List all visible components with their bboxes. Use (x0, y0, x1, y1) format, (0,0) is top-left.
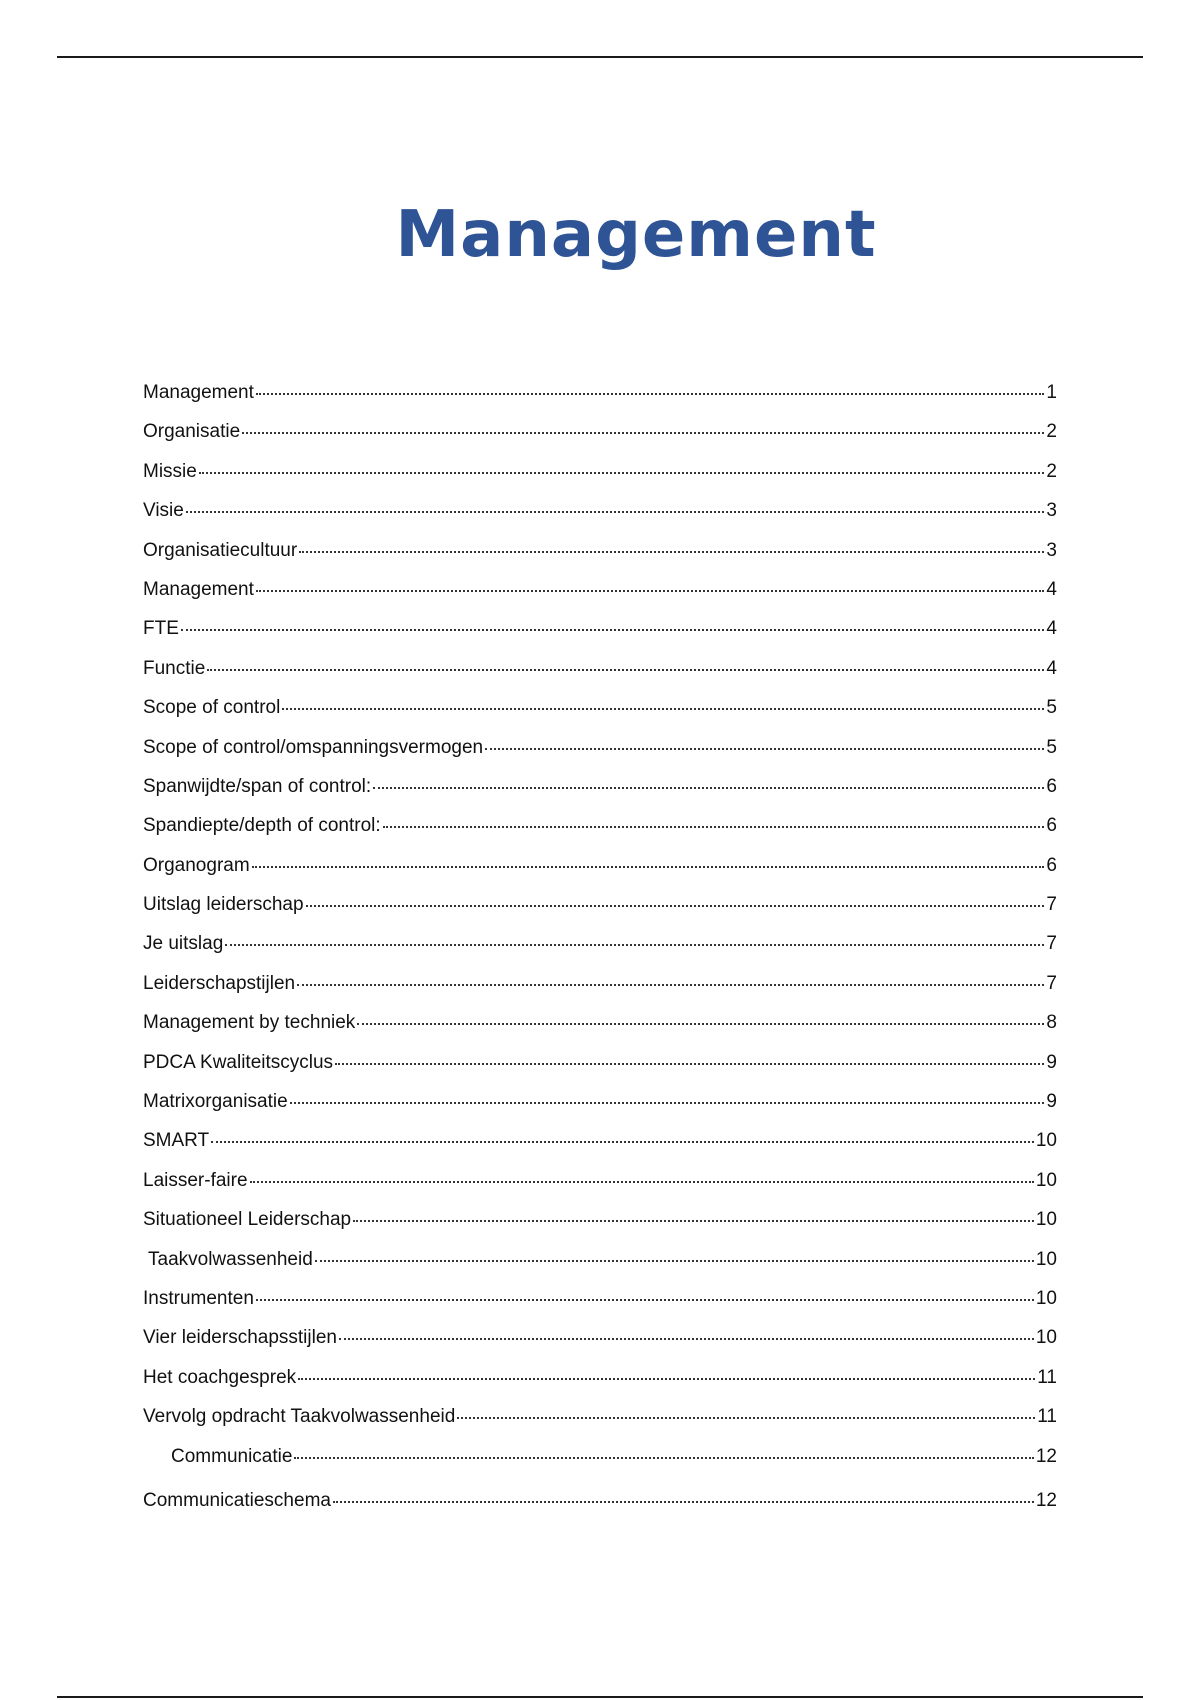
toc-entry-text: Communicatie (171, 1445, 293, 1467)
toc-entry-page: 7 (1046, 894, 1057, 916)
toc-entry-text: Scope of control/omspanningsvermogen (143, 736, 484, 758)
toc-entry-text: Management (143, 382, 254, 403)
toc-entry-text: Organogram (143, 854, 250, 876)
toc-leader (299, 551, 1044, 553)
toc-entry-page: 6 (1046, 854, 1057, 876)
toc-leader (207, 669, 1044, 671)
table-of-contents (143, 383, 1057, 1530)
toc-entry-text: Scope of control (143, 697, 281, 719)
toc-leader (333, 1501, 1034, 1503)
toc-entry-text: Missie (143, 460, 197, 482)
toc-entry[interactable] (143, 895, 1057, 934)
toc-leader (383, 826, 1045, 828)
toc-leader (242, 432, 1044, 434)
toc-entry-text: Uitslag leiderschap (143, 894, 304, 916)
toc-entry-page: 3 (1046, 500, 1057, 522)
toc-entry-page: 12 (1035, 1445, 1057, 1467)
toc-entry-page: 4 (1046, 618, 1057, 640)
toc-entry-page: 1 (1046, 382, 1057, 403)
toc-entry-page: 5 (1046, 697, 1057, 719)
toc-leader (256, 590, 1045, 592)
toc-leader (186, 511, 1045, 513)
toc-entry[interactable] (143, 1491, 1057, 1530)
toc-entry[interactable] (143, 698, 1057, 737)
toc-entry-text: Matrixorganisatie (143, 1091, 288, 1113)
toc-entry-page: 4 (1046, 657, 1057, 679)
toc-entry-page: 10 (1035, 1287, 1057, 1309)
toc-entry-page: 8 (1046, 1012, 1057, 1034)
document-title: Management (395, 197, 877, 272)
toc-entry[interactable] (143, 659, 1057, 698)
toc-entry-text: Het coachgesprek (143, 1366, 297, 1388)
toc-entry-text: Visie (143, 500, 184, 522)
toc-entry[interactable] (143, 1289, 1057, 1328)
toc-entry-page: 10 (1035, 1209, 1057, 1231)
toc-leader (225, 944, 1044, 946)
toc-entry-page: 2 (1046, 460, 1057, 482)
toc-leader (339, 1338, 1034, 1340)
toc-entry-text: Instrumenten (143, 1287, 254, 1309)
toc-leader (457, 1417, 1035, 1419)
toc-leader (290, 1102, 1045, 1104)
toc-leader (353, 1220, 1034, 1222)
toc-entry-page: 9 (1046, 1051, 1057, 1073)
toc-entry-page: 3 (1046, 539, 1057, 561)
toc-leader (306, 905, 1045, 907)
toc-entry[interactable] (143, 1328, 1057, 1367)
toc-entry-text: Je uitslag (143, 933, 224, 955)
toc-entry-text: Organisatiecultuur (143, 539, 298, 561)
toc-entry-page: 2 (1046, 421, 1057, 443)
toc-leader (211, 1141, 1034, 1143)
toc-entry-text: Laisser-faire (143, 1169, 248, 1191)
toc-entry-text: Functie (143, 657, 206, 679)
toc-entry-page: 6 (1046, 775, 1057, 797)
footer-rule (57, 1696, 1143, 1698)
toc-entry[interactable] (143, 856, 1057, 895)
toc-entry-text: Management by techniek (143, 1012, 356, 1034)
toc-entry-page: 7 (1046, 972, 1057, 994)
toc-entry[interactable] (143, 1131, 1057, 1170)
toc-entry-page: 12 (1035, 1489, 1057, 1511)
toc-leader (256, 393, 1045, 395)
toc-entry-text: Spanwijdte/span of control: (143, 775, 372, 797)
toc-entry-page: 9 (1046, 1091, 1057, 1113)
toc-entry-page: 5 (1046, 736, 1057, 758)
toc-leader (298, 1378, 1035, 1380)
toc-entry[interactable] (143, 501, 1057, 540)
toc-leader (256, 1299, 1034, 1301)
toc-entry[interactable] (143, 1171, 1057, 1210)
toc-leader (199, 472, 1045, 474)
toc-entry-text: Leiderschapstijlen (143, 972, 296, 994)
toc-entry[interactable] (143, 422, 1057, 461)
toc-entry[interactable] (143, 738, 1057, 777)
toc-leader (250, 1181, 1034, 1183)
toc-entry-page: 7 (1046, 933, 1057, 955)
toc-entry-page: 11 (1037, 1406, 1057, 1428)
toc-entry-page: 10 (1035, 1248, 1057, 1270)
toc-entry-text: SMART (143, 1130, 210, 1152)
toc-entry-text: Spandiepte/depth of control: (143, 815, 381, 837)
toc-entry[interactable] (143, 1407, 1057, 1446)
toc-leader (335, 1063, 1044, 1065)
toc-entry[interactable] (143, 619, 1057, 658)
toc-entry[interactable] (143, 1447, 1057, 1486)
toc-entry-text: Management (143, 578, 254, 600)
toc-entry[interactable] (143, 1013, 1057, 1052)
toc-entry[interactable] (143, 1210, 1057, 1249)
toc-leader (373, 787, 1044, 789)
toc-entry-page: 6 (1046, 815, 1057, 837)
toc-entry[interactable] (143, 383, 1057, 422)
toc-entry[interactable] (143, 974, 1057, 1013)
toc-entry[interactable] (143, 580, 1057, 619)
toc-entry-text: Vervolg opdracht Taakvolwassenheid (143, 1406, 456, 1428)
toc-leader (357, 1023, 1044, 1025)
toc-entry-text: Taakvolwassenheid (148, 1248, 313, 1270)
toc-leader (252, 866, 1045, 868)
toc-entry[interactable] (143, 777, 1057, 816)
toc-leader (485, 748, 1044, 750)
toc-leader (181, 629, 1045, 631)
toc-entry-text: Vier leiderschapsstijlen (143, 1327, 337, 1349)
toc-entry-page: 10 (1035, 1327, 1057, 1349)
toc-entry-text: Situationeel Leiderschap (143, 1209, 352, 1231)
toc-entry[interactable] (143, 1053, 1057, 1092)
toc-entry-text: PDCA Kwaliteitscyclus (143, 1051, 334, 1073)
toc-entry[interactable] (143, 541, 1057, 580)
toc-leader (294, 1457, 1033, 1459)
toc-entry[interactable] (143, 1250, 1057, 1289)
toc-leader (297, 984, 1044, 986)
toc-entry-page: 10 (1035, 1130, 1057, 1152)
toc-entry-text: Communicatieschema (143, 1489, 331, 1511)
toc-entry[interactable] (143, 1092, 1057, 1131)
header-rule (57, 56, 1143, 58)
toc-entry-text: FTE (143, 618, 179, 640)
toc-leader (315, 1260, 1034, 1262)
toc-entry[interactable] (143, 1368, 1057, 1407)
toc-entry[interactable] (143, 934, 1057, 973)
toc-entry[interactable] (143, 816, 1057, 855)
toc-entry-page: 11 (1037, 1366, 1057, 1388)
toc-entry-page: 4 (1046, 578, 1057, 600)
toc-entry-page: 10 (1035, 1169, 1057, 1191)
toc-entry-text: Organisatie (143, 421, 241, 443)
toc-leader (282, 708, 1044, 710)
toc-entry[interactable] (143, 462, 1057, 501)
